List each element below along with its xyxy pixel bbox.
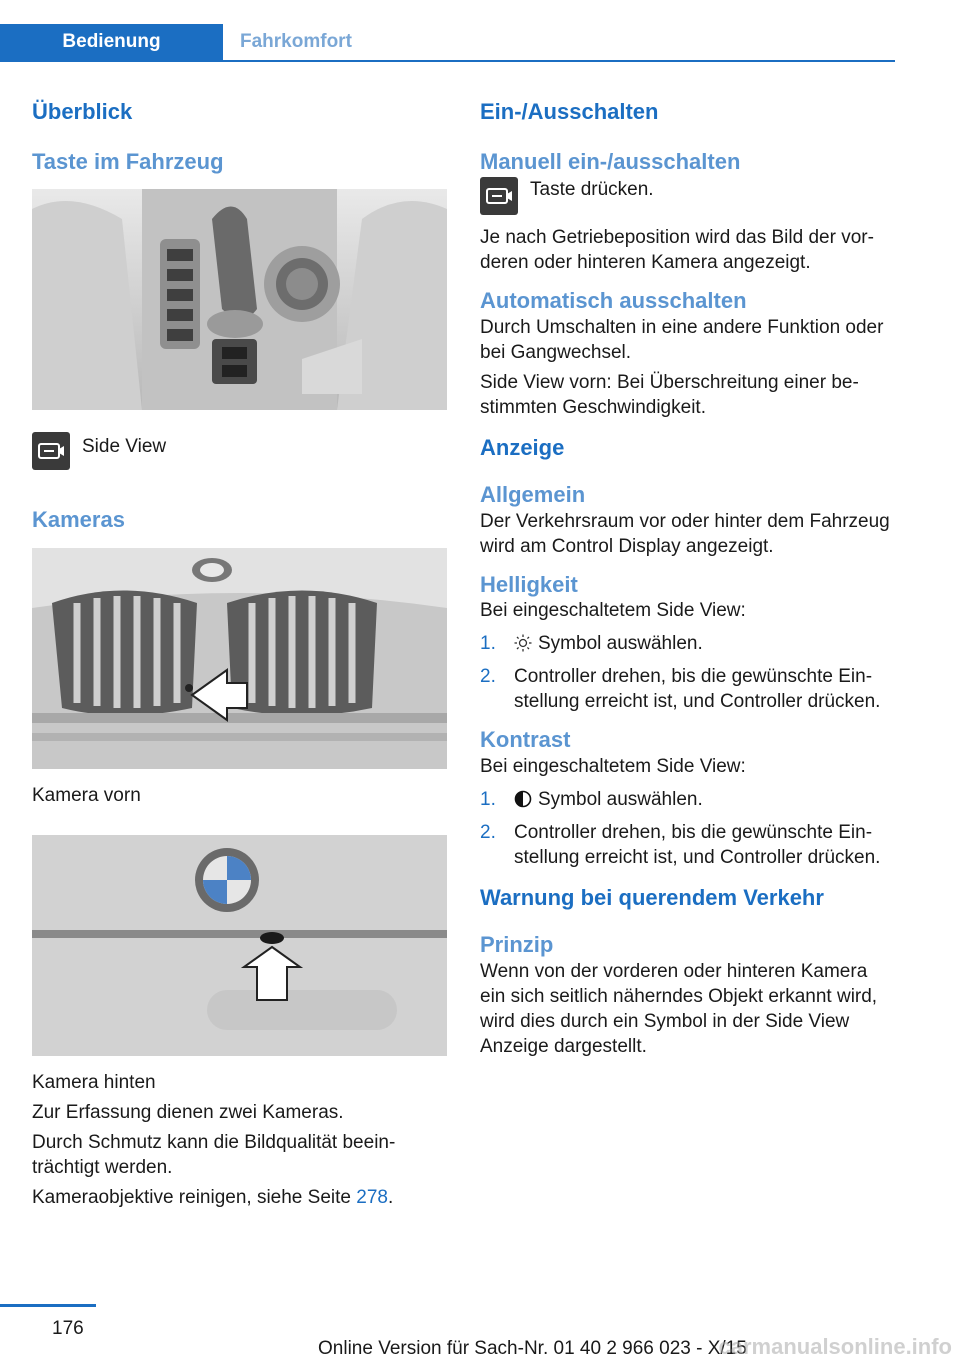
heading-display: Anzeige — [480, 434, 565, 460]
header-bar — [0, 24, 895, 62]
sun-icon — [514, 634, 532, 659]
heading-contrast: Kontrast — [480, 727, 571, 752]
heading-brightness: Helligkeit — [480, 571, 578, 597]
right-column — [480, 98, 895, 1059]
paragraph-two-cameras: Zur Erfassung dienen zwei Kameras. — [32, 1101, 344, 1123]
photo-center-console — [32, 189, 447, 410]
photo-rear-camera — [32, 835, 447, 1056]
paragraph-clean-lenses: Kameraobjektive reinigen, siehe Seite 278. — [32, 1186, 394, 1208]
side-view-label: Side View — [82, 436, 167, 457]
heading-cameras: Kameras — [32, 507, 125, 532]
brightness-steps — [480, 631, 895, 714]
list-item: 2. Controller drehen, bis die gewünschte Einstellung erreicht ist, und Controller drücken. — [480, 666, 881, 712]
list-item: 2. Controller drehen, bis die gewünschte Einstellung erreicht ist, und Controller drücken. — [480, 821, 881, 868]
paragraph-auto-off-2: Side View vorn: Bei Überschreitung einer bestimmten Geschwindigkeit. — [480, 371, 859, 418]
side-view-key — [32, 432, 447, 470]
heading-manual-on-off: Manuell ein-/ausschalten — [480, 148, 741, 174]
press-key-row — [480, 177, 895, 215]
paragraph-dirt-quality: Durch Schmutz kann die Bildqualität beeinträchtigt werden. — [32, 1131, 396, 1178]
list-item: 1. Symbol auswählen. — [480, 787, 895, 815]
heading-general: Allgemein — [480, 482, 586, 507]
paragraph-auto-off-1: Durch Umschalten in eine andere Funktion oder bei Gangwechsel. — [480, 316, 884, 363]
heading-principle: Prinzip — [480, 932, 554, 957]
heading-on-off: Ein-/Ausschalten — [480, 99, 659, 124]
camera-display-icon — [480, 177, 518, 215]
caption-rear-camera: Kamera hinten — [32, 1071, 156, 1093]
left-column — [32, 98, 447, 1210]
page-link-278[interactable]: 278 — [356, 1186, 388, 1208]
heading-overview: Überblick — [32, 99, 133, 124]
paragraph-brightness: Bei eingeschaltetem Side View: — [480, 600, 746, 621]
paragraph-gear-position: Je nach Getriebeposition wird das Bild der vorderen oder hinteren Kamera angezeigt. — [480, 227, 874, 273]
contrast-steps — [480, 787, 895, 870]
list-item: 1. Symbol auswählen. — [480, 631, 895, 659]
watermark: carmanualsonline.info — [718, 1334, 952, 1359]
page-number: 176 — [52, 1318, 84, 1339]
header-divider — [0, 60, 895, 62]
press-key-text: Taste drücken. — [530, 179, 654, 200]
paragraph-general: Der Verkehrsraum vor oder hinter dem Fahrzeug wird am Control Display angezeigt. — [480, 510, 890, 557]
footer-accent-line — [0, 1304, 96, 1307]
heading-cross-traffic: Warnung bei querendem Verkehr — [480, 884, 824, 910]
caption-front-camera: Kamera vorn — [32, 784, 141, 806]
camera-display-icon — [32, 432, 70, 470]
tab-bedienung[interactable]: Bedienung — [0, 24, 223, 60]
online-version-text: Online Version für Sach-Nr. 01 40 2 966 023 - X/15 — [318, 1338, 747, 1359]
contrast-icon — [514, 790, 532, 815]
photo-front-camera — [32, 548, 447, 769]
heading-button-in-vehicle: Taste im Fahrzeug — [32, 148, 224, 174]
paragraph-contrast: Bei eingeschaltetem Side View: — [480, 755, 746, 777]
tab-fahrkomfort[interactable]: Fahrkomfort — [240, 31, 352, 52]
paragraph-principle: Wenn von der vorderen oder hinteren Kamera ein sich seitlich näherndes Objekt erkannt wird, wird dies durch ein Symbol in der Side View Anzeige dargestellt. — [480, 960, 878, 1057]
heading-auto-off: Automatisch ausschalten — [480, 288, 747, 313]
